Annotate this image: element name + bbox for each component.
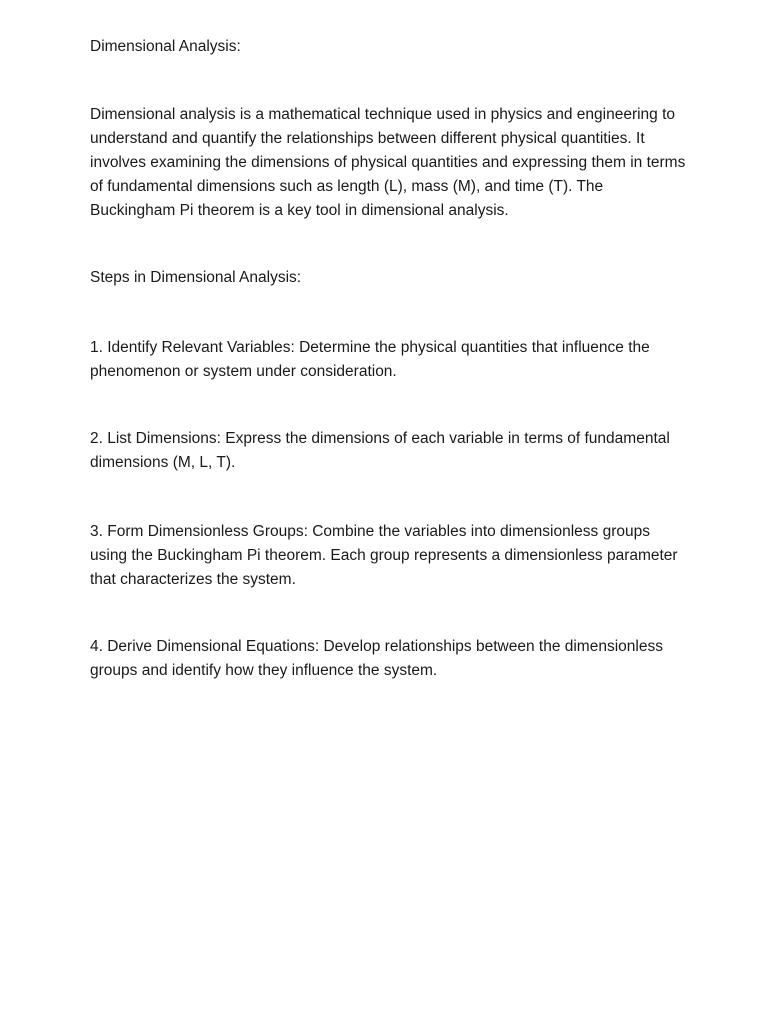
step-item-2: 2. List Dimensions: Express the dimensions of each variable in terms of fundamental dimensions (M, L, T). (90, 430, 670, 471)
steps-heading: Steps in Dimensional Analysis: (90, 269, 302, 286)
intro-paragraph: Dimensional analysis is a mathematical technique used in physics and engineering to understand and quantify the relationships between different physical quantities. It involves examining the dimensions of physical quantities and expressing them in terms of fundamental dimensions such as length (L), mass (M), and time (T). The Buckingham Pi theorem is a key tool in dimensional analysis. (90, 106, 686, 219)
document-title: Dimensional Analysis: (90, 38, 241, 55)
step-item-1: 1. Identify Relevant Variables: Determine the physical quantities that influence the phenomenon or system under consideration. (90, 339, 650, 380)
step-item-4: 4. Derive Dimensional Equations: Develop relationships between the dimensionless groups and identify how they influence the system. (90, 638, 663, 679)
step-item-3: 3. Form Dimensionless Groups: Combine the variables into dimensionless groups using the Buckingham Pi theorem. Each group represents a dimensionless parameter that characterizes the system. (90, 523, 678, 588)
